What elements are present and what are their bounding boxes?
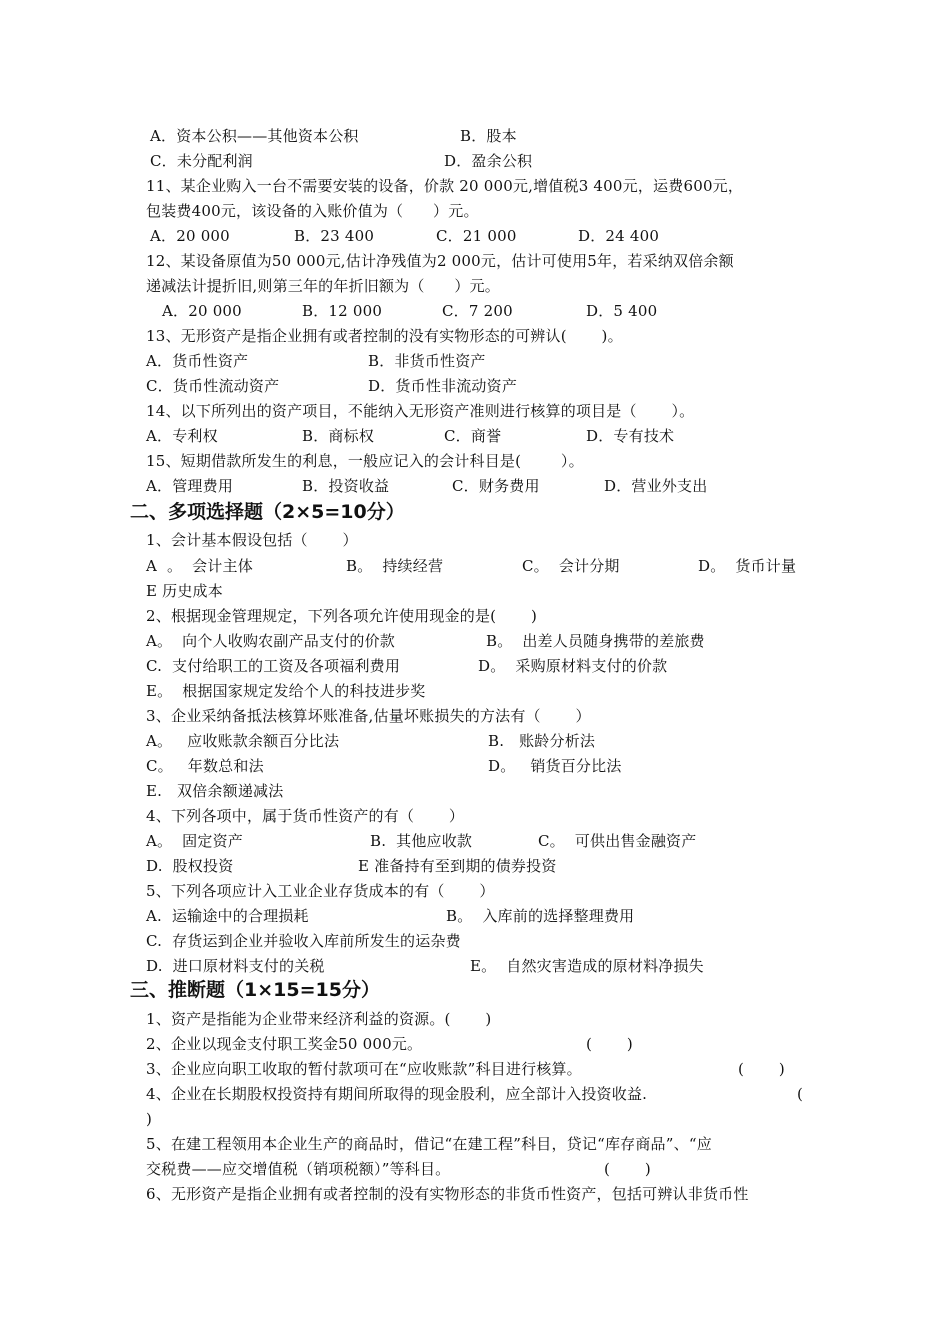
jd-q5-answer-paren: ( ) [604, 1160, 651, 1178]
jd-q4-paren-open: ( [797, 1085, 804, 1103]
q10-option-a: A．资本公积——其他资本公积 [150, 127, 359, 145]
mc-q2-option-d: D。 采购原材料支付的价款 [478, 657, 668, 675]
q14-option-c: C．商誉 [444, 427, 502, 445]
jd-q2-answer-paren: ( ) [586, 1035, 633, 1053]
mc-q3-option-c: C。 年数总和法 [146, 757, 264, 775]
q10-option-b: B．股本 [460, 127, 517, 145]
mc-q1-stem: 1、会计基本假设包括（ ） [146, 531, 358, 549]
q13-option-c: C．货币性流动资产 [146, 377, 280, 395]
q15-option-c: C．财务费用 [452, 477, 540, 495]
mc-q3-option-b: B. 账龄分析法 [488, 732, 596, 750]
q10-option-c: C．未分配利润 [150, 152, 253, 170]
jd-q6-line1: 6、无形资产是指企业拥有或者控制的没有实物形态的非货币性资产，包括可辨认非货币性 [146, 1185, 749, 1203]
mc-q3-option-e: E. 双倍余额递减法 [146, 782, 284, 800]
q11-option-c: C．21 000 [436, 227, 517, 245]
mc-q4-option-c: C。 可供出售金融资产 [538, 832, 697, 850]
q15-stem: 15、短期借款所发生的利息，一般应记入的会计科目是( ）。 [146, 452, 584, 470]
q10-option-d: D．盈余公积 [444, 152, 533, 170]
mc-q2-option-e: E。 根据国家规定发给个人的科技进步奖 [146, 682, 426, 700]
mc-q2-option-b: B。 出差人员随身携带的差旅费 [486, 632, 705, 650]
jd-q5-line1: 5、在建工程领用本企业生产的商品时，借记“在建工程”科目，贷记“库存商品”、“应 [146, 1135, 712, 1153]
q12-stem-line1: 12、某设备原值为50 000元,估计净残值为2 000元，估计可使用5年，若采纳双倍余额 [146, 252, 734, 270]
q14-stem: 14、以下所列出的资产项目，不能纳入无形资产准则进行核算的项目是（ ）。 [146, 402, 695, 420]
q12-option-a: A．20 000 [162, 302, 242, 320]
mc-q1-option-b: B。 持续经营 [346, 557, 444, 575]
q11-stem-line2: 包装费400元，该设备的入账价值为（ ）元。 [146, 202, 479, 220]
section-heading-multi-choice: 二、多项选择题（2×5=10分） [130, 501, 405, 523]
q13-option-a: A．货币性资产 [146, 352, 249, 370]
q12-option-b: B．12 000 [302, 302, 383, 320]
mc-q4-option-e: E 准备持有至到期的债券投资 [358, 857, 557, 875]
mc-q1-option-a: A 。 会计主体 [146, 557, 253, 575]
q12-option-d: D．5 400 [586, 302, 658, 320]
q15-option-a: A．管理费用 [146, 477, 234, 495]
jd-q3-answer-paren: ( ) [738, 1060, 785, 1078]
q11-stem-line1: 11、某企业购入一台不需要安装的设备，价款 20 000元,增值税3 400元，运费600元， [146, 177, 744, 195]
q15-option-d: D．营业外支出 [604, 477, 708, 495]
q11-option-b: B．23 400 [294, 227, 375, 245]
q12-option-c: C．7 200 [442, 302, 513, 320]
mc-q5-option-c: C. 存货运到企业并验收入库前所发生的运杂费 [146, 932, 461, 950]
q14-option-a: A．专利权 [146, 427, 218, 445]
mc-q4-option-a: A。 固定资产 [146, 832, 243, 850]
jd-q5-line2: 交税费——应交增值税（销项税额）”等科目。 [146, 1160, 451, 1178]
mc-q5-option-b: B。 入库前的选择整理费用 [446, 907, 635, 925]
q15-option-b: B．投资收益 [302, 477, 390, 495]
mc-q4-option-b: B. 其他应收款 [370, 832, 473, 850]
mc-q5-option-d: D. 进口原材料支付的关税 [146, 957, 325, 975]
q14-option-b: B．商标权 [302, 427, 375, 445]
jd-q2-text: 2、企业以现金支付职工奖金50 000元。 [146, 1035, 423, 1053]
mc-q5-option-e: E。 自然灾害造成的原材料净损失 [470, 957, 704, 975]
mc-q2-option-a: A。 向个人收购农副产品支付的价款 [146, 632, 395, 650]
mc-q2-option-c: C. 支付给职工的工资及各项福利费用 [146, 657, 401, 675]
q14-option-d: D．专有技术 [586, 427, 675, 445]
q12-stem-line2: 递减法计提折旧,则第三年的年折旧额为（ ）元。 [146, 277, 500, 295]
q11-option-d: D．24 400 [578, 227, 660, 245]
jd-q1: 1、资产是指能为企业带来经济利益的资源。( ) [146, 1010, 492, 1028]
mc-q1-option-d: D。 货币计量 [698, 557, 797, 575]
mc-q5-option-a: A. 运输途中的合理损耗 [146, 907, 309, 925]
q11-option-a: A．20 000 [150, 227, 230, 245]
jd-q3-text: 3、企业应向职工收取的暂付款项可在“应收账款”科目进行核算。 [146, 1060, 582, 1078]
jd-q4-text: 4、企业在长期股权投资持有期间所取得的现金股利，应全部计入投资收益. [146, 1085, 648, 1103]
q13-option-b: B．非货币性资产 [368, 352, 486, 370]
q13-option-d: D．货币性非流动资产 [368, 377, 518, 395]
section-heading-judgment: 三、推断题（1×15=15分） [130, 979, 380, 1001]
mc-q4-stem: 4、下列各项中，属于货币性资产的有（ ） [146, 807, 465, 825]
mc-q3-option-d: D。 销货百分比法 [488, 757, 622, 775]
mc-q5-stem: 5、下列各项应计入工业企业存货成本的有（ ） [146, 882, 495, 900]
mc-q4-option-d: D. 股权投资 [146, 857, 234, 875]
mc-q1-option-e: E 历史成本 [146, 582, 223, 600]
mc-q3-option-a: A。 应收账款余额百分比法 [146, 732, 340, 750]
mc-q2-stem: 2、根据现金管理规定，下列各项允许使用现金的是( ) [146, 607, 538, 625]
jd-q4-paren-close: ) [146, 1110, 153, 1128]
mc-q1-option-c: C。 会计分期 [522, 557, 620, 575]
mc-q3-stem: 3、企业采纳备抵法核算坏账准备,估量坏账损失的方法有（ ） [146, 707, 591, 725]
q13-stem: 13、无形资产是指企业拥有或者控制的没有实物形态的可辨认( )。 [146, 327, 623, 345]
